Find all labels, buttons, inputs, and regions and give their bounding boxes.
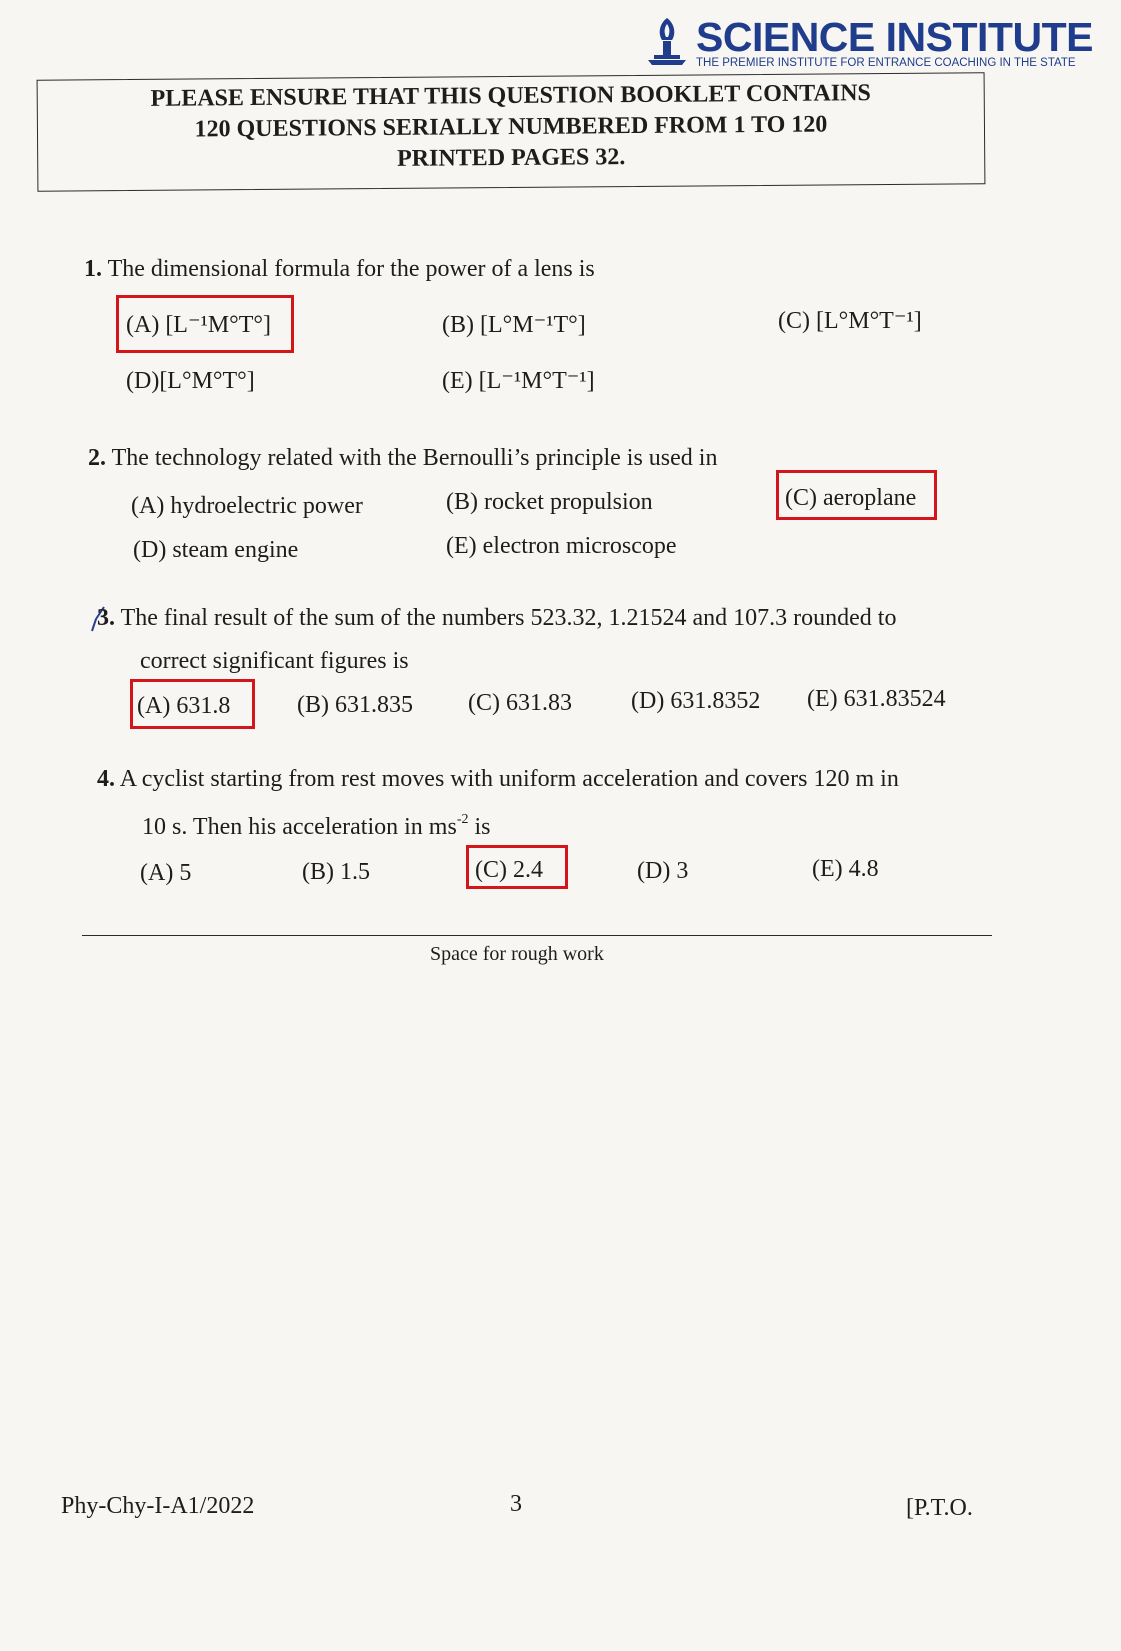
q3-option-b: (B) 631.835 (297, 692, 413, 718)
answer-box-q4 (466, 845, 568, 889)
question-text-line-2: 10 s. Then his acceleration in ms (142, 814, 457, 840)
q2-option-a: (A) hydroelectric power (131, 493, 363, 519)
question-text-line-1: A cyclist starting from rest moves with uniform acceleration and covers 120 m in (119, 766, 899, 792)
q4-option-a: (A) 5 (140, 860, 192, 886)
page-number: 3 (510, 1491, 522, 1517)
q1-option-e: (E) [L⁻¹M°T⁻¹] (442, 368, 595, 394)
torch-emblem-icon (646, 16, 688, 66)
question-3 (97, 603, 896, 633)
answer-box-q3 (130, 679, 255, 729)
answer-box-q2 (776, 470, 937, 520)
q1-option-a: (A) [L⁻¹M°T°] (126, 312, 272, 338)
institute-logo (646, 14, 1096, 74)
question-text: The dimensional formula for the power of a lens is (107, 256, 595, 282)
q3-option-c: (C) 631.83 (468, 690, 572, 716)
question-1 (84, 254, 595, 284)
q3-option-a: (A) 631.8 (137, 693, 231, 719)
question-number: 2. (88, 445, 106, 471)
q1-option-d: (D)[L°M°T°] (126, 368, 255, 394)
q2-option-e: (E) electron microscope (446, 533, 677, 559)
notice-line-1: PLEASE ENSURE THAT THIS QUESTION BOOKLET CONTAINS (150, 80, 871, 112)
notice-line-3: PRINTED PAGES 32. (396, 144, 626, 172)
question-number: 3. (97, 605, 115, 631)
question-number: 4. (97, 766, 115, 792)
q1-option-b: (B) [L°M⁻¹T°] (442, 312, 586, 338)
q4-option-b: (B) 1.5 (302, 859, 370, 885)
rough-work-label: Space for rough work (430, 943, 604, 965)
question-text: The technology related with the Bernoulli’s principle is used in (111, 445, 718, 471)
notice-line-2: 120 QUESTIONS SERIALLY NUMBERED FROM 1 TO 120 (194, 111, 828, 143)
q4-option-e: (E) 4.8 (812, 856, 879, 882)
pto-label: [P.T.O. (906, 1495, 973, 1521)
q3-option-e: (E) 631.83524 (807, 686, 946, 712)
institute-tagline: THE PREMIER INSTITUTE FOR ENTRANCE COACHING IN THE STATE (696, 57, 1076, 69)
institute-name: SCIENCE INSTITUTE (696, 14, 1093, 60)
q4-option-d: (D) 3 (637, 858, 689, 884)
question-text-line-2-end: is (468, 814, 491, 840)
q2-option-d: (D) steam engine (133, 537, 299, 563)
question-4-line-2 (142, 812, 491, 842)
question-2 (88, 443, 717, 473)
q4-option-c: (C) 2.4 (475, 857, 543, 883)
booklet-notice-box (37, 72, 986, 191)
exponent: -2 (456, 812, 469, 827)
answer-box-q1 (116, 295, 294, 353)
q2-option-b: (B) rocket propulsion (446, 489, 653, 515)
question-number: 1. (84, 256, 102, 282)
question-3-line-2: correct significant figures is (140, 648, 409, 674)
q3-option-d: (D) 631.8352 (631, 688, 761, 714)
question-4 (97, 764, 899, 794)
q2-option-c: (C) aeroplane (785, 485, 917, 511)
divider-line (82, 935, 992, 936)
paper-code: Phy-Chy-I-A1/2022 (61, 1493, 255, 1519)
question-text-line-1: The final result of the sum of the numbers 523.32, 1.21524 and 107.3 rounded to (120, 605, 897, 631)
q1-option-c: (C) [L°M°T⁻¹] (778, 308, 922, 334)
